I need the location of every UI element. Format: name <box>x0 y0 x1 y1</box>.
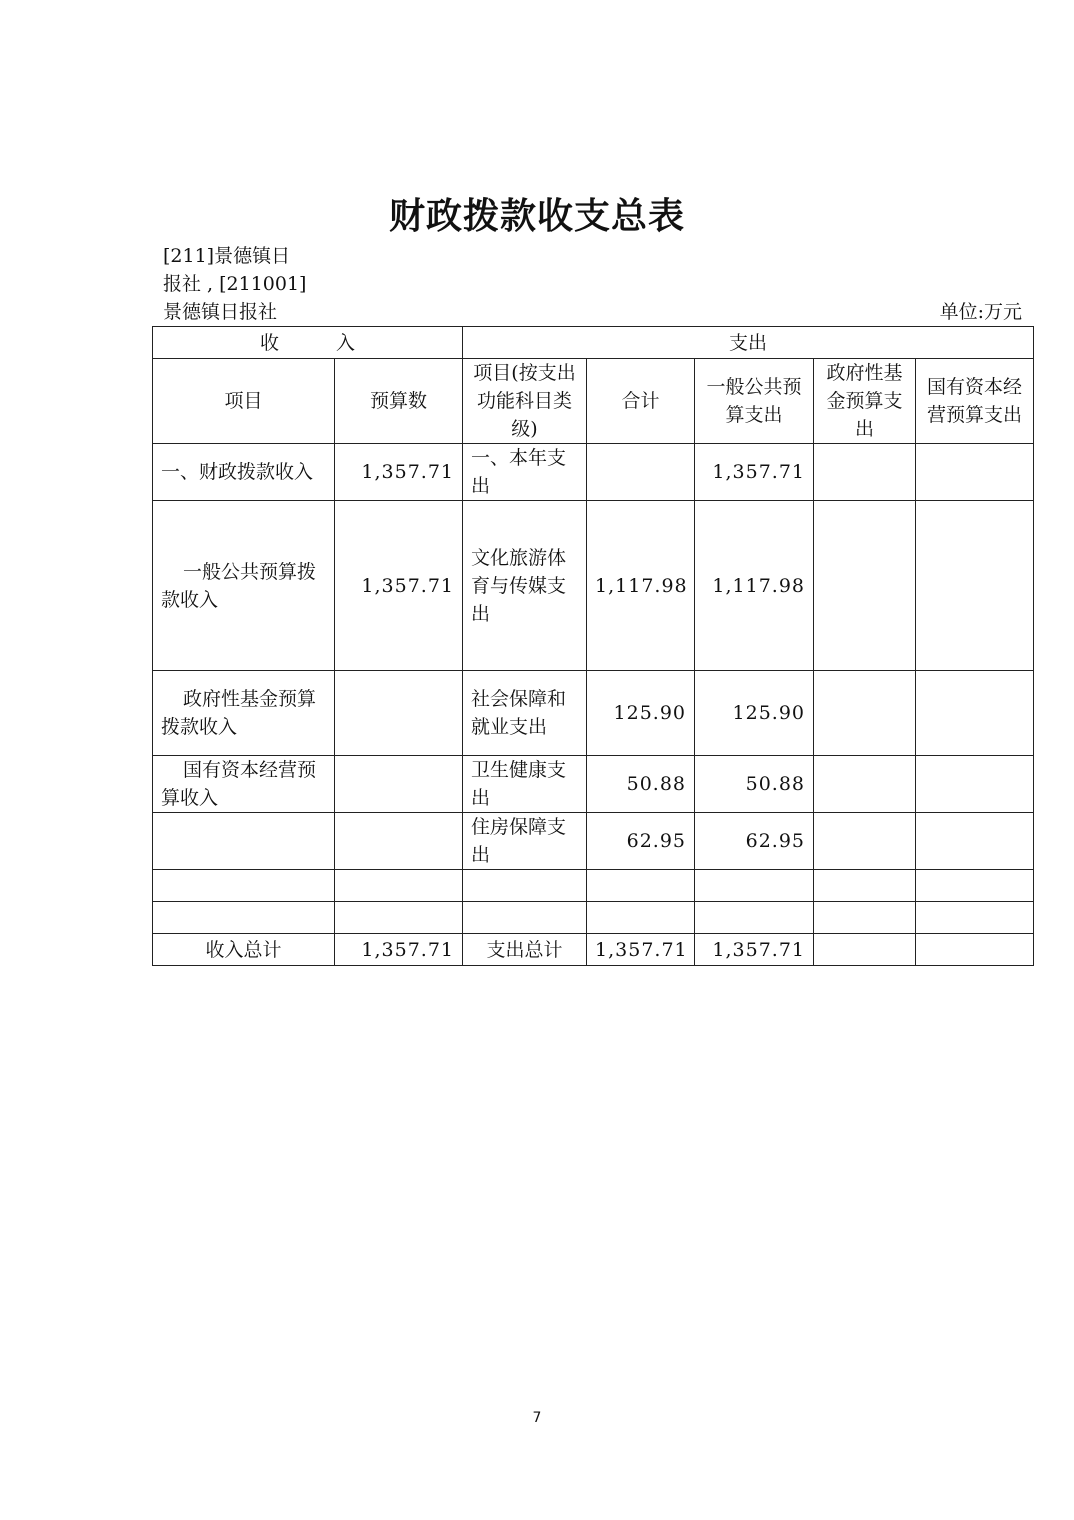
expense-grand-total: 1,357.71 <box>587 934 695 966</box>
income-amount-cell <box>335 870 463 902</box>
expense-fund-cell <box>814 902 916 934</box>
unit-name: 景德镇日报社 <box>163 301 278 323</box>
unit-code-line2: 报社 , [211001] <box>163 273 307 295</box>
expense-general-cell: 125.90 <box>695 671 814 756</box>
income-amount-cell: 1,357.71 <box>335 444 463 501</box>
totals-row <box>153 934 1034 966</box>
income-item-cell: 国有资本经营预算收入 <box>153 756 335 813</box>
expense-state-cell <box>916 501 1034 671</box>
expense-general-cell: 62.95 <box>695 813 814 870</box>
expense-total-cell <box>587 870 695 902</box>
expense-state-cell <box>916 444 1034 501</box>
header-general: 一般公共预算支出 <box>695 359 814 444</box>
income-total-amount: 1,357.71 <box>335 934 463 966</box>
income-amount-cell: 1,357.71 <box>335 501 463 671</box>
expense-state-cell <box>916 902 1034 934</box>
expense-fund-cell <box>814 501 916 671</box>
income-item-cell <box>153 813 335 870</box>
income-item-cell <box>153 870 335 902</box>
income-item-cell: 一、财政拨款收入 <box>153 444 335 501</box>
expense-total-cell: 62.95 <box>587 813 695 870</box>
header-total: 合计 <box>587 359 695 444</box>
income-amount-cell <box>335 671 463 756</box>
expense-state-total <box>916 934 1034 966</box>
expense-fund-cell <box>814 756 916 813</box>
expense-total-cell <box>587 902 695 934</box>
expense-item-cell: 一、本年支出 <box>463 444 587 501</box>
income-item-cell: 一般公共预算拨款收入 <box>153 501 335 671</box>
income-amount-cell <box>335 813 463 870</box>
expense-item-cell: 住房保障支出 <box>463 813 587 870</box>
expense-state-cell <box>916 813 1034 870</box>
expense-general-cell: 1,357.71 <box>695 444 814 501</box>
expense-total-cell: 1,117.98 <box>587 501 695 671</box>
income-amount-cell <box>335 756 463 813</box>
expense-total-cell: 125.90 <box>587 671 695 756</box>
expense-fund-cell <box>814 671 916 756</box>
expense-state-cell <box>916 671 1034 756</box>
income-item-cell: 政府性基金预算拨款收入 <box>153 671 335 756</box>
budget-table <box>152 326 1034 966</box>
income-group-header: 收 入 <box>153 327 463 359</box>
expense-general-total: 1,357.71 <box>695 934 814 966</box>
expense-general-cell: 1,117.98 <box>695 501 814 671</box>
unit-label: 单位:万元 <box>939 301 1022 323</box>
table-row <box>153 756 1034 813</box>
table-row <box>153 671 1034 756</box>
header-budget: 预算数 <box>335 359 463 444</box>
table-row <box>153 813 1034 870</box>
income-item-cell <box>153 902 335 934</box>
expense-fund-total <box>814 934 916 966</box>
table-row <box>153 870 1034 902</box>
expense-item-cell: 卫生健康支出 <box>463 756 587 813</box>
header-item: 项目 <box>153 359 335 444</box>
expense-item-cell <box>463 902 587 934</box>
table-row <box>153 501 1034 671</box>
table-row <box>153 444 1034 501</box>
expense-state-cell <box>916 756 1034 813</box>
expense-fund-cell <box>814 813 916 870</box>
page-title: 财政拨款收支总表 <box>388 196 685 237</box>
expense-state-cell <box>916 870 1034 902</box>
expense-item-cell: 文化旅游体育与传媒支出 <box>463 501 587 671</box>
income-amount-cell <box>335 902 463 934</box>
expense-fund-cell <box>814 870 916 902</box>
expense-general-cell <box>695 870 814 902</box>
expense-group-header: 支出 <box>463 327 1034 359</box>
income-total-label: 收入总计 <box>153 934 335 966</box>
expense-item-cell: 社会保障和就业支出 <box>463 671 587 756</box>
header-expense-item: 项目(按支出功能科目类级) <box>463 359 587 444</box>
expense-general-cell <box>695 902 814 934</box>
header-fund: 政府性基金预算支出 <box>814 359 916 444</box>
expense-total-cell <box>587 444 695 501</box>
header-state: 国有资本经营预算支出 <box>916 359 1034 444</box>
expense-total-label: 支出总计 <box>463 934 587 966</box>
expense-general-cell: 50.88 <box>695 756 814 813</box>
page-number: 7 <box>532 1410 542 1426</box>
expense-item-cell <box>463 870 587 902</box>
expense-fund-cell <box>814 444 916 501</box>
expense-total-cell: 50.88 <box>587 756 695 813</box>
table-row <box>153 902 1034 934</box>
unit-code-line1: [211]景德镇日 <box>163 245 291 267</box>
